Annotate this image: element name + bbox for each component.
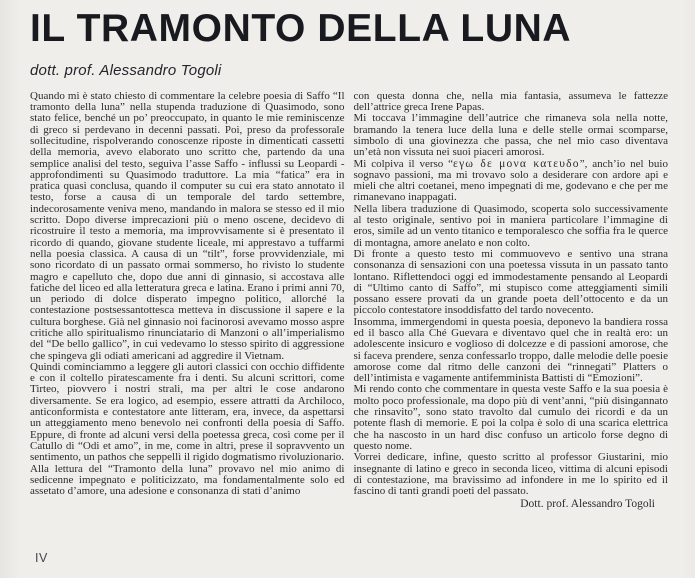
paragraph: Mi rendo conto che commentare in questa veste Saffo e la sua poesia è molto poco professionale, ma dopo più di vent’anni, “più disingannato che rinsavito”, sono stato travolto dal cumulo dei ricordi e da un potente flash di memorie. E poi la colpa è solo di una scarica elettrica che ha nascosto in un hard disc confuso un articolo forse degno di questo nome. (353, 383, 668, 452)
verse-continuation: ”, anch’io nel buio sognavo passioni, ma mi trovavo solo a desiderare con ardore api e mieli che altri coetanei, meno impegnati di me, godevano e che per me rimanevano inappagati. (353, 157, 668, 204)
greek-verse: εγω δε μονα κατευδο (453, 157, 580, 170)
paragraph: Mi toccava l’immagine dell’autrice che rimaneva sola nella notte, bramando la tenera luce della luna e delle stelle ormai scomparse, simbolo di una giovinezza che passa, che nel mio caso diventava un’età non vissuta nei suoi piaceri amorosi. (353, 112, 668, 159)
paragraph: Alla lettura del “Tramonto della luna” provavo nel mio animo di sedicenne impegnato e politicizzato, ma fondamentalmente solo ed assetato d’amore, una adesione e consonanza di stati d’animo (30, 462, 345, 498)
paragraph: Insomma, immergendomi in questa poesia, deponevo la bandiera rossa ed il basco alla Ché Guevara e diventavo quel che in realtà ero: un adolescente insicuro e voglioso di dolcezze e di passioni amorose, che si faceva prendere, senza confessarlo troppo, dalle melodie delle poesie amorose come dal ritmo delle canzoni dei “rinnegati” Platters o dell’intimista e vagamente antifemminista Battisti di “Emozioni”. (353, 315, 668, 385)
paragraph: Quindi cominciammo a leggere gli autori classici con occhio diffidente e con il coltello piratescamente fra i denti. Su alcuni scrittori, come Tirteo, piovvero i nostri strali, ma per altri le cose andarono diversamente. Se era logico, ad esempio, essere attratti da Archiloco, anticonformista e contestatore ante litteram, era, invece, da aspettarsi un atteggiamento meno benevolo nei confronti della poesia di Saffo. Eppure, di fronte ad alcuni versi della poetessa greca, così come per il Catullo di “Odi et amo”, in me, come in altri, prese il sopravvento un sentimento, un pathos che seppellì il rigido dogmatismo rivoluzionario. (30, 360, 345, 464)
paragraph: Nella libera traduzione di Quasimodo, scoperta solo successivamente al testo originale, sentivo poi in maniera particolare l’immagine di eros, simile ad un vento titanico e temporalesco che soffia fra le querce di montagna, amore anelato e non colto. (353, 202, 668, 249)
left-column (30, 91, 345, 511)
paragraph: con questa donna che, nella mia fantasia, assumeva le fattezze dell’attrice greca Irene Papas. (353, 89, 668, 114)
page-title: IL TRAMONTO DELLA LUNA (30, 7, 572, 50)
right-column (354, 91, 669, 511)
paragraph: Di fronte a questo testo mi commuovevo e sentivo una strana consonanza di sensazioni con una poetessa vissuta in un passato tanto lontano. Riflettendoci oggi ed immodestamente pensando al Leopardi di “Ultimo canto di Saffo”, mi stupisco come atteggiamenti simili possano essere provati da un grande poeta dell’ottocento e da un piccolo contestatore insoddisfatto del tardo novecento. (353, 247, 668, 317)
author-signature: Dott. prof. Alessandro Togoli (520, 498, 655, 511)
article-body (30, 91, 668, 511)
paragraph-with-greek-verse (354, 159, 669, 204)
paragraph: Quando mi è stato chiesto di commentare la celebre poesia di Saffo “Il tramonto della luna” nella stupenda traduzione di Quasimodo, sono stato felice, benché un po’ preoccupato, in quanto le mie reminiscenze di greco si perdevano in decenni passati. Poi, preso da professorale sollecitudine, rispolverando conoscenze riposte in dimenticati cassetti della memoria, avevo elaborato uno scritto che, partendo da una semplice analisi del testo, seguiva l’asse Saffo - influssi su Leopardi - approfondimenti su Quasimodo traduttore. La mia “fatica” era in pratica quasi conclusa, quando il computer su cui era stato annotato il testo, forse a causa di un temporale del tardo settembre, indecorosamente veniva meno, mandando in malora se stesso ed il mio scritto. Dopo diverse imprecazioni più o meno oscene, decidevo di ricostruire il testo a memoria, ma improvvisamente si è presentato il ricordo di quando, giovane studente liceale, mi apprestavo a tuffarmi nella poesia classica. A causa di un “tilt”, forse provvidenziale, mi sono ricordato di un passato ormai sommerso, ho rivisto lo studente magro e capelluto che, dopo due anni di ginnasio, si accostava alle fatiche del liceo ed alla letteratura greca e latina. Erano i primi anni 70, un periodo di dolce disperato impegno politico, allorché la contestazione postsessantottesca metteva in discussione il sapere e la cultura borghese. Già nel ginnasio noi facinorosi avevamo mosso aspre critiche allo spiritualismo rinunciatario di Manzoni o all’imperialismo del “De bello gallico”, in cui vedevamo lo stesso spirito di aggressione che spingeva gli odiati americani ad aggredire il Vietnam. (30, 89, 345, 362)
page-number: IV (35, 551, 48, 565)
author-byline: dott. prof. Alessandro Togoli (30, 61, 222, 79)
verse-intro: Mi colpiva il verso “ (353, 157, 454, 170)
paragraph: Vorrei dedicare, infine, questo scritto al professor Giustarini, mio insegnante di latino e greco in seconda liceo, vittima di alcuni episodi di contestazione, ma bravissimo ad infondere in me lo spirito ed il fascino di tanti grandi poeti del passato. (353, 451, 668, 498)
